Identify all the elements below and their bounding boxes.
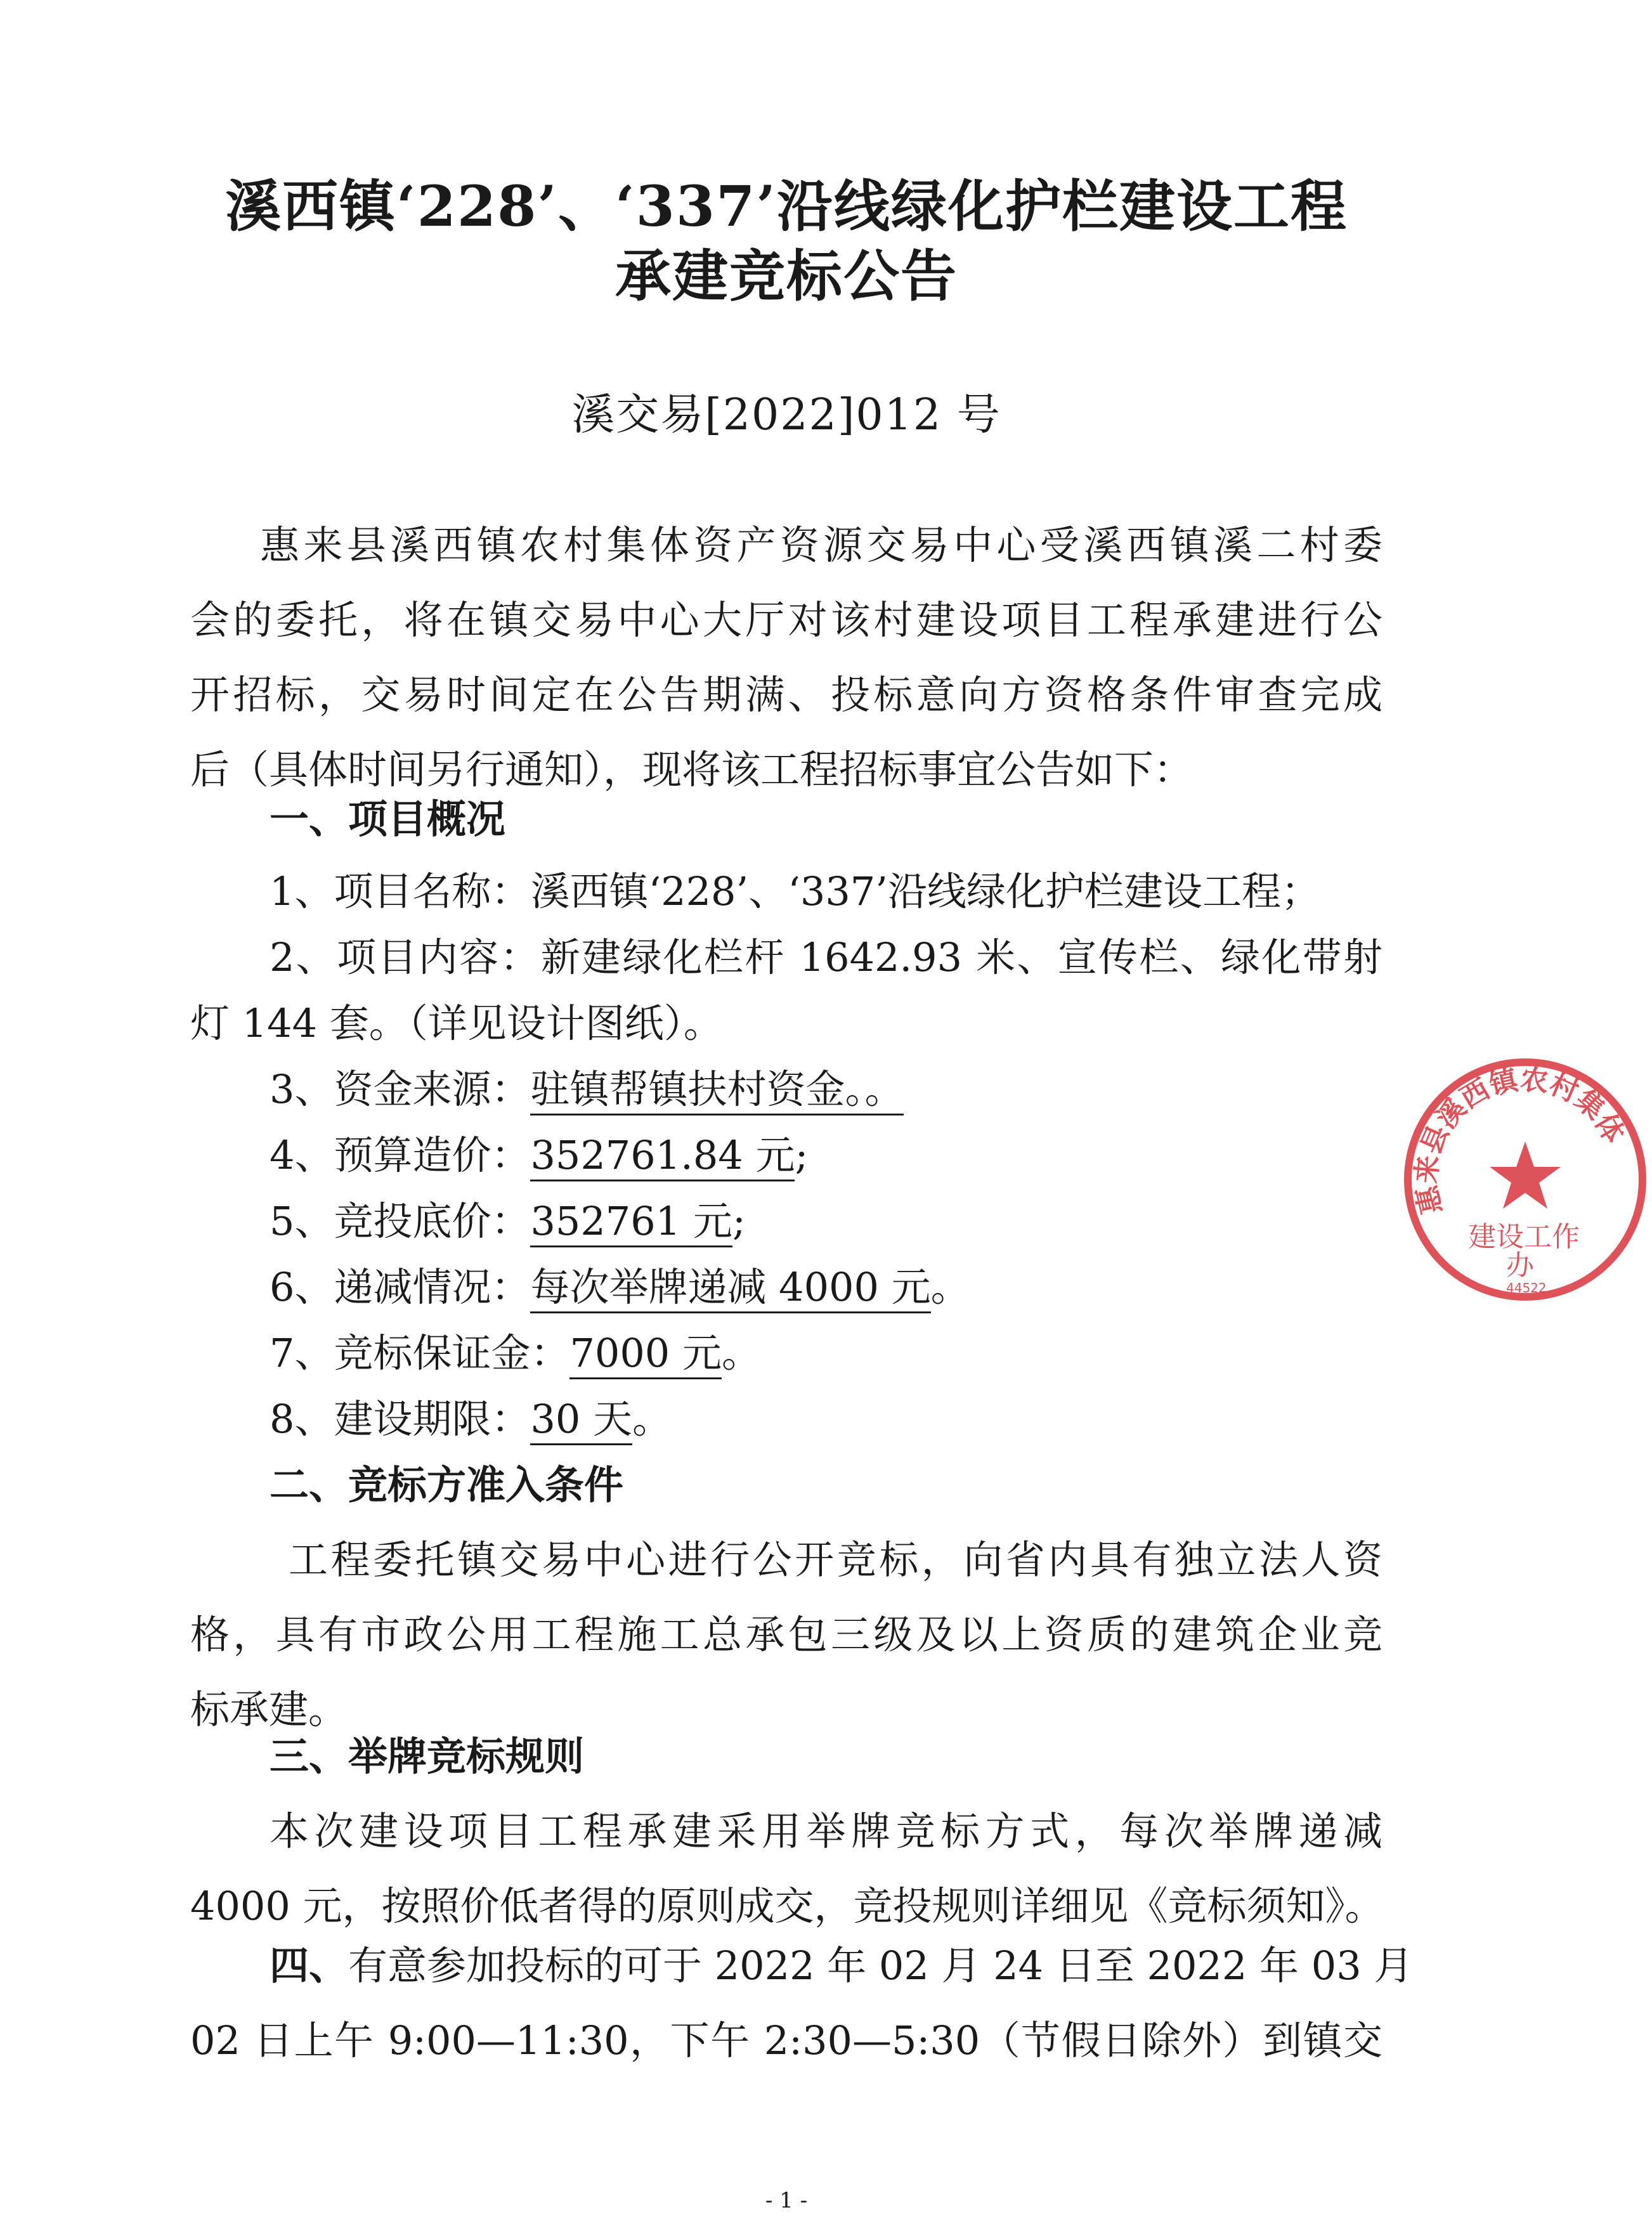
intro-line-1: 惠来县溪西镇农村集体资产资源交易中心受溪西镇溪二村委 [260,522,1382,568]
section2-line-2: 格，具有市政公用工程施工总承包三级及以上资质的建筑企业竞 [190,1611,1382,1658]
title-line-1: 溪西镇‘228’、‘337’沿线绿化护栏建设工程 [225,173,1348,239]
section1-item4 [270,1130,808,1181]
item8-label: 8、建设期限： [270,1396,531,1442]
item6-suffix: 。 [930,1264,970,1310]
section1-item1: 1、项目名称：溪西镇‘228’、‘337’沿线绿化护栏建设工程； [270,868,1320,914]
item4-label: 4、预算造价： [270,1132,531,1178]
item5-suffix: ; [732,1198,746,1244]
item5-label: 5、竞投底价： [270,1198,531,1244]
item3-value: 驻镇帮镇扶村资金。。 [530,1066,904,1115]
intro-line-2: 会的委托，将在镇交易中心大厅对该村建设项目工程承建进行公 [190,597,1382,643]
section2-line-1: 工程委托镇交易中心进行公开竞标，向省内具有独立法人资 [289,1537,1382,1583]
section1-item6 [270,1262,970,1313]
item7-value: 7000 元 [569,1330,722,1379]
section1-heading: 一、项目概况 [270,796,506,842]
section2-line-3: 标承建。 [190,1686,348,1733]
item7-suffix: 。 [721,1330,761,1376]
title-line-2: 承建竞标公告 [615,243,958,309]
section3-line-1: 本次建设项目工程承建采用举牌竞标方式，每次举牌递减 [270,1808,1382,1854]
document-number: 溪交易[2022]012 号 [571,390,1001,440]
item6-label: 6、递减情况： [270,1264,531,1310]
section1-item2-line2: 灯 144 套。（详见设计图纸）。 [190,1000,723,1046]
section1-item2-line1: 2、项目内容：新建绿化栏杆 1642.93 米、宣传栏、绿化带射 [270,934,1382,980]
page-number: - 1 - [765,2188,808,2213]
seal-middle-text: 建设工作 [1468,1221,1580,1253]
item3-label: 3、资金来源： [270,1066,531,1112]
seal-number: 44522 [1506,1280,1547,1296]
intro-line-3: 开招标，交易时间定在公告期满、投标意向方资格条件审查完成 [190,672,1382,718]
section4-line-1 [270,1941,1414,1991]
seal-arc-text: 惠来县溪西镇农村集体 [1410,1063,1631,1218]
seal-bottom-text: 办 [1506,1249,1534,1282]
official-seal-stamp [1398,1053,1652,1306]
item4-value: 352761.84 元 [530,1132,795,1181]
intro-line-4: 后（具体时间另行通知），现将该工程招标事宜公告如下： [190,746,1193,793]
item7-label: 7、竞标保证金： [270,1330,570,1376]
section4-line-2: 02 日上午 9:00—11:30，下午 2:30—5:30（节假日除外）到镇交 [190,2017,1382,2064]
section1-item5 [270,1196,746,1247]
section1-item8 [270,1394,672,1445]
item5-value: 352761 元 [530,1198,732,1247]
section1-item7 [270,1328,761,1379]
section1-item3 [270,1064,904,1115]
item8-suffix: 。 [632,1396,672,1442]
item6-value: 每次举牌递减 4000 元 [530,1264,930,1313]
section4-lead: 四、 [270,1942,349,1989]
section3-line-2: 4000 元，按照价低者得的原则成交，竞投规则详细见《竞标须知》。 [190,1883,1384,1929]
section2-heading: 二、竞标方准入条件 [270,1462,624,1508]
item4-suffix: ; [795,1132,809,1178]
section4-line1-text: 有意参加投标的可于 2022 年 02 月 24 日至 2022 年 03 月 [348,1942,1414,1989]
item8-value: 30 天 [530,1396,632,1445]
seal-star-icon [1490,1141,1561,1209]
section3-heading: 三、举牌竞标规则 [270,1733,585,1779]
